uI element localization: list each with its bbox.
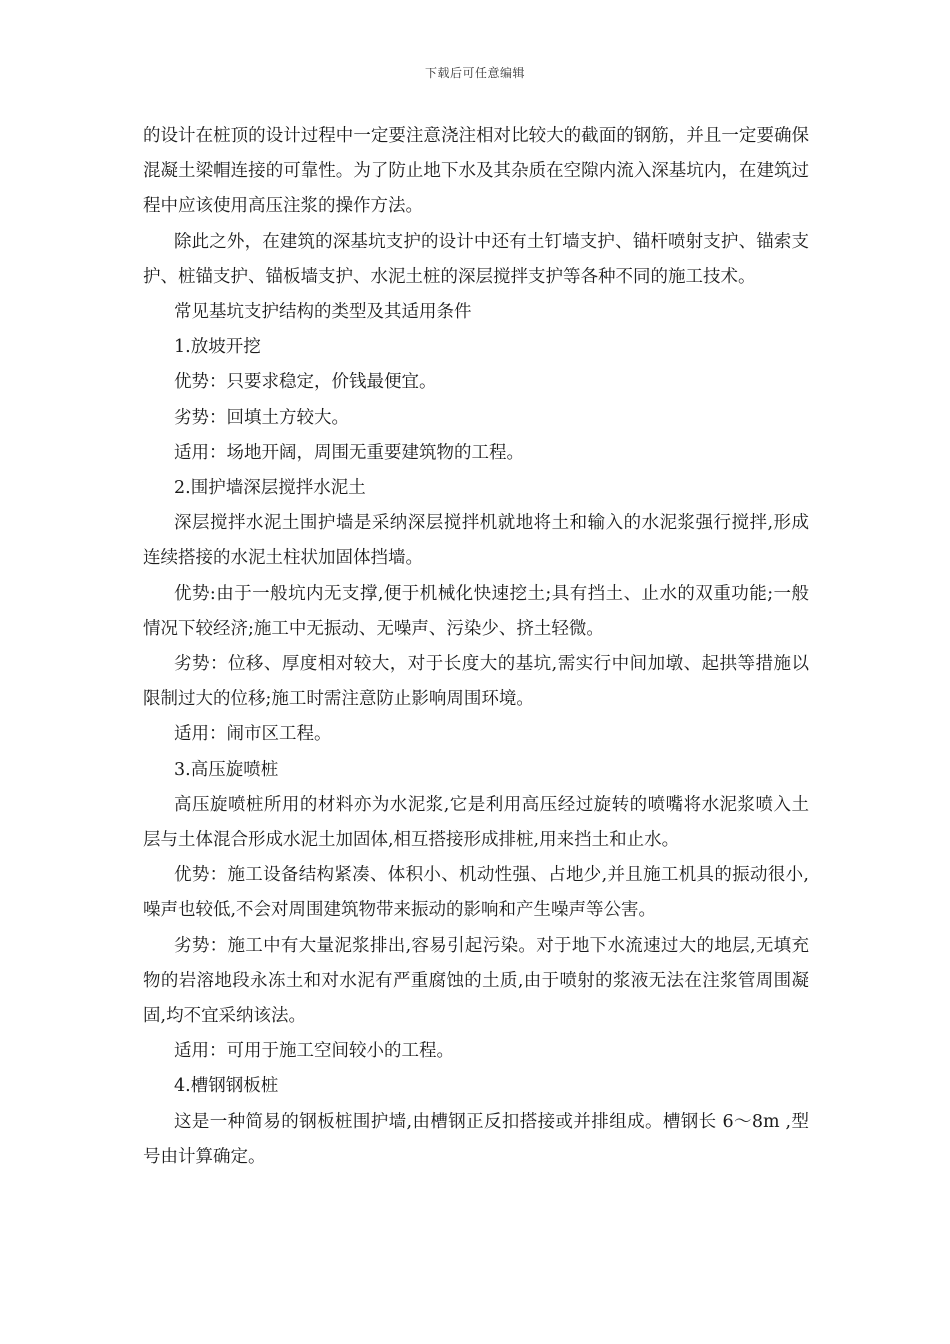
paragraph: 适用：可用于施工空间较小的工程。	[174, 1041, 454, 1062]
paragraph: 劣势：施工中有大量泥浆排出,容易引起污染。对于地下水流速过大的地层,无填充物的岩溶地段永冻土和对水泥有严重腐蚀的土质,由于喷射的浆液无法在注浆管周围凝固,均不宜采纳该法。	[143, 935, 809, 1027]
paragraph: 劣势：回填土方较大。	[174, 407, 349, 428]
subsection-heading: 4.槽钢钢板桩	[174, 1076, 279, 1097]
paragraph: 深层搅拌水泥土围护墙是采纳深层搅拌机就地将土和输入的水泥浆强行搅拌,形成连续搭接的水泥土柱状加固体挡墙。	[143, 513, 809, 569]
subsection-heading: 1.放坡开挖	[174, 337, 261, 358]
paragraph: 适用：闹市区工程。	[174, 724, 332, 745]
paragraph: 适用：场地开阔，周围无重要建筑物的工程。	[174, 442, 524, 463]
paragraph: 优势：只要求稳定，价钱最便宜。	[174, 372, 437, 393]
paragraph: 除此之外，在建筑的深基坑支护的设计中还有土钉墙支护、锚杆喷射支护、锚索支护、桩锚支护、锚板墙支护、水泥土桩的深层搅拌支护等各种不同的施工技术。	[143, 231, 809, 287]
paragraph: 的设计在桩顶的设计过程中一定要注意浇注相对比较大的截面的钢筋，并且一定要确保混凝土梁帽连接的可靠性。为了防止地下水及其杂质在空隙内流入深基坑内，在建筑过程中应该使用高压注浆的操作方法。	[143, 126, 809, 217]
paragraph: 劣势：位移、厚度相对较大，对于长度大的基坑,需实行中间加墩、起拱等措施以限制过大的位移;施工时需注意防止影响周围环境。	[143, 654, 809, 710]
paragraph: 高压旋喷桩所用的材料亦为水泥浆,它是利用高压经过旋转的喷嘴将水泥浆喷入土层与土体混合形成水泥土加固体,相互搭接形成排桩,用来挡土和止水。	[143, 794, 809, 851]
paragraph: 这是一种简易的钢板桩围护墙,由槽钢正反扣搭接或并排组成。槽钢长 6～8m ,型号由计算确定。	[143, 1111, 809, 1167]
page-header-note: 下载后可任意编辑	[424, 66, 525, 80]
paragraph: 优势：施工设备结构紧凑、体积小、机动性强、占地少,并且施工机具的振动很小,噪声也较低,不会对周围建筑物带来振动的影响和产生噪声等公害。	[143, 865, 809, 921]
section-heading: 常见基坑支护结构的类型及其适用条件	[174, 302, 472, 323]
subsection-heading: 3.高压旋喷桩	[174, 759, 279, 780]
document-body	[143, 119, 809, 1175]
paragraph: 优势:由于一般坑内无支撑,便于机械化快速挖土;具有挡土、止水的双重功能;一般情况下较经济;施工中无振动、无噪声、污染少、挤土轻微。	[143, 583, 809, 639]
subsection-heading: 2.围护墙深层搅拌水泥土	[174, 478, 366, 499]
